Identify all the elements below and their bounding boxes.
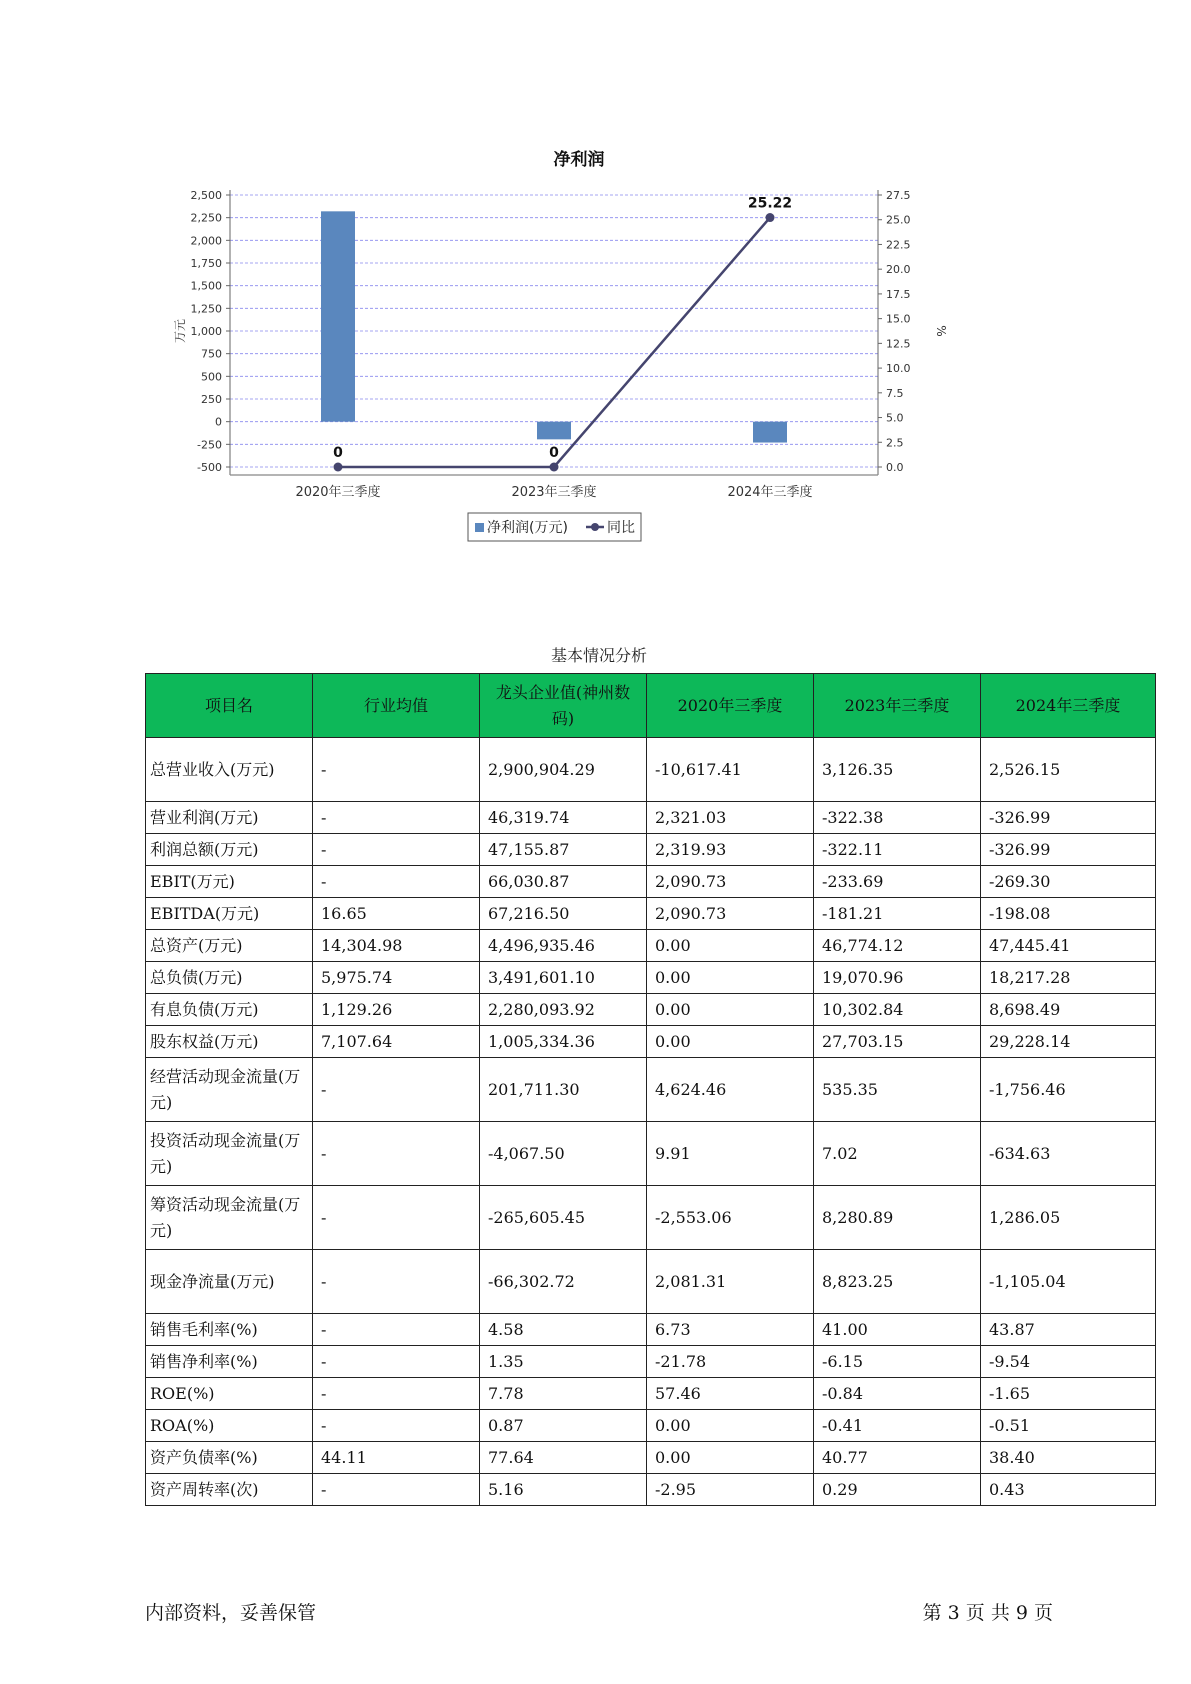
table-row xyxy=(146,898,1156,930)
table-cell: -326.99 xyxy=(981,802,1156,834)
column-header: 项目名 xyxy=(146,674,313,738)
right-axis-tick-label: 27.5 xyxy=(886,189,911,202)
line-point-yoy xyxy=(766,213,775,222)
table-cell: 0.00 xyxy=(647,1410,814,1442)
table-cell: 57.46 xyxy=(647,1378,814,1410)
left-axis-tick-label: 2,500 xyxy=(190,189,222,202)
table-cell: 1,005,334.36 xyxy=(480,1026,647,1058)
line-point-label: 0 xyxy=(333,445,343,461)
x-category-label: 2023年三季度 xyxy=(511,485,597,500)
row-label: 总资产(万元) xyxy=(146,930,313,962)
right-axis-tick-label: 25.0 xyxy=(886,213,911,227)
left-axis-tick-label: 2,000 xyxy=(190,234,222,248)
table-cell: -0.41 xyxy=(814,1410,981,1442)
table-row xyxy=(146,962,1156,994)
row-label: EBITDA(万元) xyxy=(146,898,313,930)
row-label: 总负债(万元) xyxy=(146,962,313,994)
table-cell: - xyxy=(313,834,480,866)
row-label: 股东权益(万元) xyxy=(146,1026,313,1058)
table-row xyxy=(146,1378,1156,1410)
table-cell: - xyxy=(313,1378,480,1410)
table-cell: 38.40 xyxy=(981,1442,1156,1474)
table-cell: 7,107.64 xyxy=(313,1026,480,1058)
left-axis-tick-label: 0 xyxy=(215,415,222,429)
table-cell: - xyxy=(313,1058,480,1122)
right-axis-tick-label: 22.5 xyxy=(886,238,911,252)
table-cell: -66,302.72 xyxy=(480,1250,647,1314)
table-cell: 18,217.28 xyxy=(981,962,1156,994)
left-axis-tick-label: 1,250 xyxy=(190,302,222,316)
table-cell: 201,711.30 xyxy=(480,1058,647,1122)
table-cell: -0.84 xyxy=(814,1378,981,1410)
left-axis-tick-label: 1,000 xyxy=(190,325,222,338)
right-axis-tick-label: 12.5 xyxy=(886,337,911,351)
row-label: 投资活动现金流量(万元) xyxy=(146,1122,313,1186)
row-label: 营业利润(万元) xyxy=(146,802,313,834)
table-row xyxy=(146,1186,1156,1250)
table-row xyxy=(146,802,1156,834)
legend-label-line: 同比 xyxy=(607,520,635,536)
chart-svg xyxy=(170,135,1020,595)
table-cell: -2,553.06 xyxy=(647,1186,814,1250)
table-row xyxy=(146,1122,1156,1186)
x-category-label: 2024年三季度 xyxy=(727,485,813,500)
table-cell: 0.00 xyxy=(647,930,814,962)
table-cell: 0.43 xyxy=(981,1474,1156,1506)
row-label: ROA(%) xyxy=(146,1410,313,1442)
table-row xyxy=(146,1250,1156,1314)
table-cell: 14,304.98 xyxy=(313,930,480,962)
table-cell: 41.00 xyxy=(814,1314,981,1346)
table-cell: 6.73 xyxy=(647,1314,814,1346)
table-cell: 4,624.46 xyxy=(647,1058,814,1122)
right-axis-tick-label: 0.0 xyxy=(886,461,904,474)
legend-swatch-marker xyxy=(591,523,599,531)
basic-analysis-table xyxy=(145,673,1156,1506)
right-axis-tick-label: 2.5 xyxy=(886,436,904,450)
left-axis-tick-label: 2,250 xyxy=(190,211,222,225)
row-label: 利润总额(万元) xyxy=(146,834,313,866)
table-cell: - xyxy=(313,738,480,802)
left-axis-unit: 万元 xyxy=(173,318,187,344)
footer-confidential-note: 内部资料，妥善保管 xyxy=(145,1602,317,1624)
column-header: 2024年三季度 xyxy=(981,674,1156,738)
table-cell: -4,067.50 xyxy=(480,1122,647,1186)
net-profit-chart xyxy=(170,135,1020,595)
table-cell: 2,280,093.92 xyxy=(480,994,647,1026)
table-cell: 2,319.93 xyxy=(647,834,814,866)
table-cell: - xyxy=(313,1186,480,1250)
left-axis-tick-label: 1,750 xyxy=(190,257,222,270)
table-cell: 0.00 xyxy=(647,994,814,1026)
legend-label-bar: 净利润(万元) xyxy=(487,520,568,536)
table-caption: 基本情况分析 xyxy=(550,646,647,665)
table-cell: 16.65 xyxy=(313,898,480,930)
right-axis-tick-label: 17.5 xyxy=(886,287,911,301)
table-cell: -326.99 xyxy=(981,834,1156,866)
table-cell: -198.08 xyxy=(981,898,1156,930)
table-cell: - xyxy=(313,1314,480,1346)
legend-swatch-bar xyxy=(475,523,484,532)
table-cell: 0.29 xyxy=(814,1474,981,1506)
table-cell: - xyxy=(313,1122,480,1186)
row-label: 总营业收入(万元) xyxy=(146,738,313,802)
left-axis-tick-label: -250 xyxy=(197,438,222,452)
table-cell: 46,319.74 xyxy=(480,802,647,834)
bar-net-profit xyxy=(537,422,571,440)
table-row xyxy=(146,1346,1156,1378)
line-point-yoy xyxy=(550,463,559,472)
table-cell: 0.00 xyxy=(647,962,814,994)
table-cell: -322.11 xyxy=(814,834,981,866)
table-cell: -10,617.41 xyxy=(647,738,814,802)
table-cell: 8,280.89 xyxy=(814,1186,981,1250)
table-cell: - xyxy=(313,1250,480,1314)
table-cell: 40.77 xyxy=(814,1442,981,1474)
left-axis-tick-label: 250 xyxy=(201,393,222,406)
table-cell: -2.95 xyxy=(647,1474,814,1506)
table-cell: 47,155.87 xyxy=(480,834,647,866)
left-axis-tick-label: -500 xyxy=(197,461,222,474)
table-cell: 67,216.50 xyxy=(480,898,647,930)
table-cell: 2,090.73 xyxy=(647,866,814,898)
left-axis-tick-label: 1,500 xyxy=(190,279,222,293)
table-row xyxy=(146,1026,1156,1058)
right-axis-tick-label: 5.0 xyxy=(886,411,904,425)
table-cell: -265,605.45 xyxy=(480,1186,647,1250)
table-cell: 77.64 xyxy=(480,1442,647,1474)
table-cell: - xyxy=(313,866,480,898)
table-cell: -1,105.04 xyxy=(981,1250,1156,1314)
table-cell: 1,286.05 xyxy=(981,1186,1156,1250)
table-cell: -1,756.46 xyxy=(981,1058,1156,1122)
table-cell: -0.51 xyxy=(981,1410,1156,1442)
table-row xyxy=(146,1314,1156,1346)
table-cell: -322.38 xyxy=(814,802,981,834)
table-cell: -269.30 xyxy=(981,866,1156,898)
row-label: 资产负债率(%) xyxy=(146,1442,313,1474)
table-cell: 43.87 xyxy=(981,1314,1156,1346)
row-label: 经营活动现金流量(万元) xyxy=(146,1058,313,1122)
row-label: 资产周转率(次) xyxy=(146,1474,313,1506)
table-cell: 29,228.14 xyxy=(981,1026,1156,1058)
table-cell: 9.91 xyxy=(647,1122,814,1186)
right-axis-tick-label: 10.0 xyxy=(886,362,911,376)
line-point-yoy xyxy=(334,463,343,472)
table-cell: 8,698.49 xyxy=(981,994,1156,1026)
table-row xyxy=(146,1410,1156,1442)
row-label: 筹资活动现金流量(万元) xyxy=(146,1186,313,1250)
table-cell: 7.78 xyxy=(480,1378,647,1410)
table-row xyxy=(146,1058,1156,1122)
left-axis-tick-label: 500 xyxy=(201,370,222,384)
row-label: 现金净流量(万元) xyxy=(146,1250,313,1314)
right-axis-tick-label: 20.0 xyxy=(886,263,911,277)
table-cell: 46,774.12 xyxy=(814,930,981,962)
bar-net-profit xyxy=(321,211,355,421)
chart-title: 净利润 xyxy=(553,150,605,170)
table-row xyxy=(146,738,1156,802)
table-row xyxy=(146,994,1156,1026)
row-label: 有息负债(万元) xyxy=(146,994,313,1026)
table-cell: - xyxy=(313,1410,480,1442)
table-cell: 0.00 xyxy=(647,1442,814,1474)
table-row xyxy=(146,930,1156,962)
table-cell: 2,321.03 xyxy=(647,802,814,834)
table-cell: -1.65 xyxy=(981,1378,1156,1410)
table-cell: 3,126.35 xyxy=(814,738,981,802)
table-row xyxy=(146,834,1156,866)
column-header: 行业均值 xyxy=(313,674,480,738)
table-cell: -6.15 xyxy=(814,1346,981,1378)
table-cell: 0.87 xyxy=(480,1410,647,1442)
table-cell: 4,496,935.46 xyxy=(480,930,647,962)
column-header: 龙头企业值(神州数码) xyxy=(480,674,647,738)
bar-net-profit xyxy=(753,422,787,443)
table-cell: 8,823.25 xyxy=(814,1250,981,1314)
row-label: 销售净利率(%) xyxy=(146,1346,313,1378)
table-cell: 27,703.15 xyxy=(814,1026,981,1058)
right-axis-tick-label: 7.5 xyxy=(886,386,904,400)
table-cell: 2,526.15 xyxy=(981,738,1156,802)
table-cell: 5.16 xyxy=(480,1474,647,1506)
table-row xyxy=(146,866,1156,898)
row-label: EBIT(万元) xyxy=(146,866,313,898)
table-cell: 47,445.41 xyxy=(981,930,1156,962)
right-axis-unit: % xyxy=(934,325,948,337)
x-category-label: 2020年三季度 xyxy=(295,485,381,500)
row-label: 销售毛利率(%) xyxy=(146,1314,313,1346)
table-cell: 535.35 xyxy=(814,1058,981,1122)
row-label: ROE(%) xyxy=(146,1378,313,1410)
table-cell: 19,070.96 xyxy=(814,962,981,994)
column-header: 2020年三季度 xyxy=(647,674,814,738)
table-header-row xyxy=(146,674,1156,738)
table-cell: -181.21 xyxy=(814,898,981,930)
table-cell: 10,302.84 xyxy=(814,994,981,1026)
table-body xyxy=(146,738,1156,1506)
table-cell: 2,081.31 xyxy=(647,1250,814,1314)
column-header: 2023年三季度 xyxy=(814,674,981,738)
right-axis-tick-label: 15.0 xyxy=(886,312,911,326)
table-cell: 2,090.73 xyxy=(647,898,814,930)
table-cell: 1,129.26 xyxy=(313,994,480,1026)
table-cell: 3,491,601.10 xyxy=(480,962,647,994)
table-cell: 44.11 xyxy=(313,1442,480,1474)
table-cell: 2,900,904.29 xyxy=(480,738,647,802)
left-axis-tick-label: 750 xyxy=(201,347,222,361)
table-cell: 7.02 xyxy=(814,1122,981,1186)
table-cell: 1.35 xyxy=(480,1346,647,1378)
table-cell: 66,030.87 xyxy=(480,866,647,898)
table-cell: -233.69 xyxy=(814,866,981,898)
table-cell: 4.58 xyxy=(480,1314,647,1346)
table-row xyxy=(146,1474,1156,1506)
table-cell: - xyxy=(313,802,480,834)
table-cell: 0.00 xyxy=(647,1026,814,1058)
table-row xyxy=(146,1442,1156,1474)
table-cell: - xyxy=(313,1474,480,1506)
line-point-label: 25.22 xyxy=(747,195,793,212)
footer-page-number: 第 3 页 共 9 页 xyxy=(922,1602,1053,1624)
line-point-label: 0 xyxy=(549,445,559,461)
table-cell: - xyxy=(313,1346,480,1378)
table-cell: 5,975.74 xyxy=(313,962,480,994)
table-cell: -21.78 xyxy=(647,1346,814,1378)
table-cell: -634.63 xyxy=(981,1122,1156,1186)
table-cell: -9.54 xyxy=(981,1346,1156,1378)
